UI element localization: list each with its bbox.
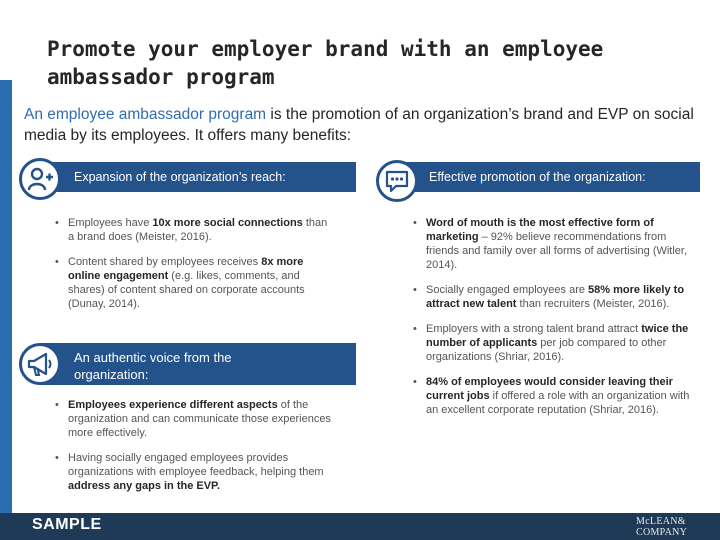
sample-label: SAMPLE — [32, 516, 102, 533]
promotion-icon-badge — [376, 160, 418, 202]
promotion-bullet-list — [412, 216, 702, 428]
reach-bullet-1: • Employees have 10x more social connections than a brand does (Meister, 2016). — [54, 216, 334, 244]
voice-heading: An authentic voice from the organization: — [74, 350, 232, 382]
promotion-bullet-3: • Employers with a strong talent brand attract twice the number of applicants per job compared to other organizations (Shriar, 2016). — [412, 322, 702, 364]
reach-header — [40, 162, 356, 192]
voice-bullet-1: • Employees experience different aspects of the organization and can communicate those experiences more effectively. — [54, 398, 354, 440]
company-logo: McLEAN& COMPANY — [636, 516, 688, 538]
page-title: Promote your employer brand with an employee ambassador program — [47, 37, 604, 89]
reach-bullet-2: • Content shared by employees receives 8x more online engagement (e.g. likes, comments, and shares) of content shared on corporate accounts (Dunay, 2014). — [54, 255, 334, 311]
left-accent-bar — [0, 80, 12, 540]
megaphone-icon — [26, 350, 54, 378]
footer-bar — [0, 513, 720, 540]
intro-paragraph — [24, 104, 704, 146]
promotion-header — [395, 162, 700, 192]
add-user-icon — [26, 165, 54, 193]
voice-bullet-2: • Having socially engaged employees provides organizations with employee feedback, helping them address any gaps in the EVP. — [54, 451, 354, 493]
voice-bullet-list — [54, 398, 354, 504]
promotion-bullet-1: • Word of mouth is the most effective form of marketing – 92% believe recommendations from friends and family over all forms of advertising (Witler, 2014). — [412, 216, 702, 272]
intro-text: is the promotion of an organization’s brand and EVP on social media by its employees. It offers many benefits: — [24, 106, 694, 144]
voice-header — [40, 343, 356, 385]
reach-icon-badge — [19, 158, 61, 200]
chat-icon — [383, 167, 411, 195]
reach-bullet-list — [54, 216, 334, 322]
intro-highlight: An employee ambassador program — [24, 106, 267, 123]
voice-icon-badge — [19, 343, 61, 385]
promotion-bullet-2: • Socially engaged employees are 58% more likely to attract new talent than recruiters (Meister, 2016). — [412, 283, 702, 311]
reach-heading: Expansion of the organization’s reach: — [74, 170, 286, 184]
promotion-heading: Effective promotion of the organization: — [429, 170, 646, 184]
promotion-bullet-4: • 84% of employees would consider leaving their current jobs if offered a role with an organization with an excellent corporate reputation (Shriar, 2016). — [412, 375, 702, 417]
